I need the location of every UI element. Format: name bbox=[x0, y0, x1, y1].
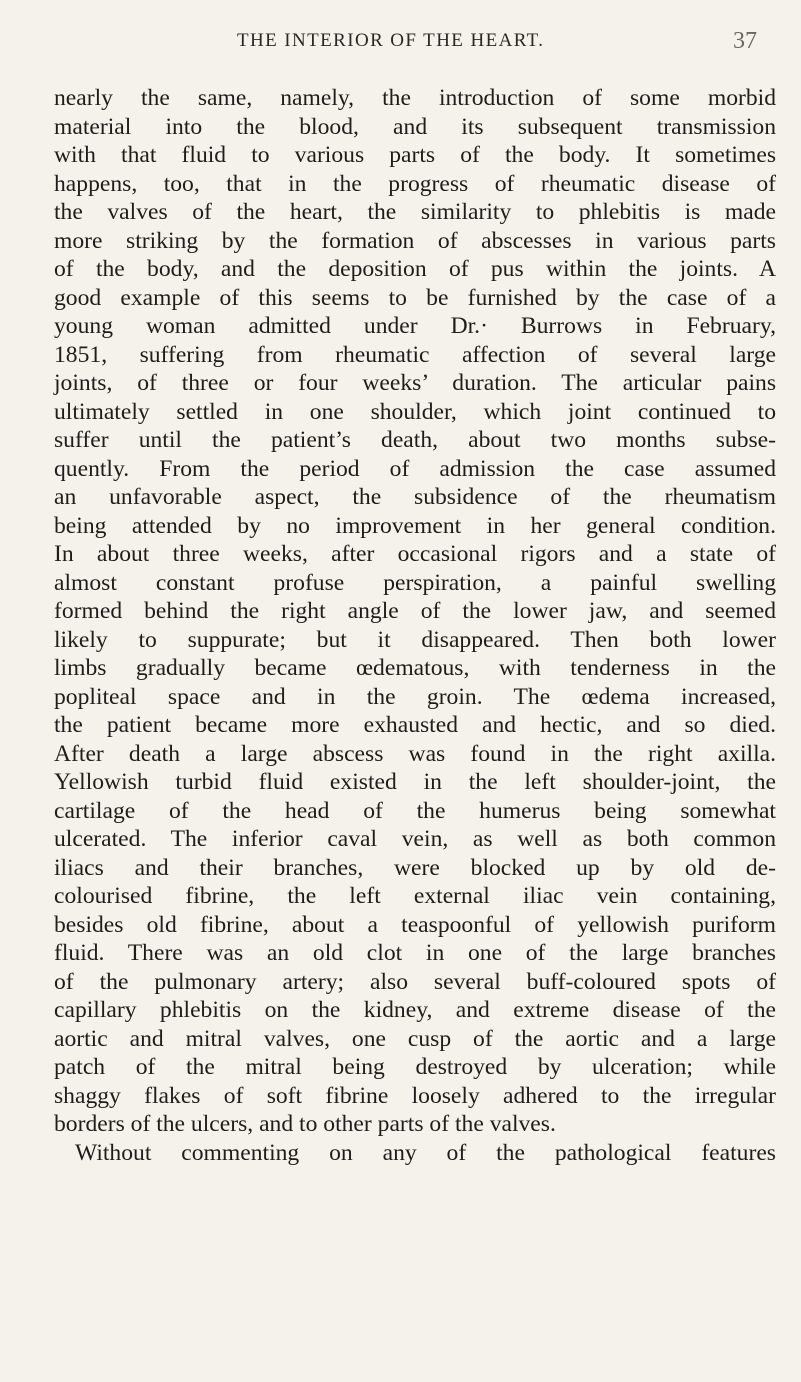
text-line: ulcerated. The inferior caval vein, as well as both common bbox=[54, 826, 776, 852]
body-text bbox=[54, 84, 776, 1167]
text-line: limbs gradually became œdematous, with tenderness in the bbox=[54, 655, 776, 681]
text-line: borders of the ulcers, and to other parts of the valves. bbox=[54, 1111, 556, 1137]
text-line: nearly the same, namely, the introduction of some morbid bbox=[54, 85, 776, 111]
text-line: of the body, and the deposition of pus within the joints. A bbox=[54, 256, 776, 282]
text-line: popliteal space and in the groin. The œdema increased, bbox=[54, 683, 776, 710]
text-line: the patient became more exhausted and hectic, and so died. bbox=[54, 712, 776, 738]
text-line: 1851, suffering from rheumatic affection of several large bbox=[54, 341, 776, 368]
text-line: Yellowish turbid fluid existed in the left shoulder-joint, the bbox=[54, 769, 776, 795]
text-line: After death a large abscess was found in the right axilla. bbox=[54, 740, 776, 767]
text-line: quently. From the period of admission the case assumed bbox=[54, 455, 776, 482]
page-number: 37 bbox=[733, 28, 757, 54]
text-line: capillary phlebitis on the kidney, and extreme disease of the bbox=[54, 997, 776, 1023]
text-line: happens, too, that in the progress of rheumatic disease of bbox=[54, 170, 776, 197]
text-line: good example of this seems to be furnished by the case of a bbox=[54, 284, 776, 311]
text-line: besides old fibrine, about a teaspoonful of yellowish puriform bbox=[54, 911, 776, 938]
text-line: almost constant profuse perspiration, a painful swelling bbox=[54, 569, 776, 596]
text-line: of the pulmonary artery; also several buff-coloured spots of bbox=[54, 968, 776, 995]
running-head: THE INTERIOR OF THE HEART. bbox=[237, 30, 545, 51]
text-line: aortic and mitral valves, one cusp of the aortic and a large bbox=[54, 1025, 776, 1052]
text-line: shaggy flakes of soft fibrine loosely adhered to the irregular bbox=[54, 1082, 776, 1109]
text-line: likely to suppurate; but it disappeared. Then both lower bbox=[54, 626, 776, 653]
text-line: Without commenting on any of the pathological features bbox=[75, 1139, 776, 1166]
text-line: In about three weeks, after occasional rigors and a state of bbox=[54, 541, 776, 567]
text-line: young woman admitted under Dr.· Burrows in February, bbox=[54, 313, 776, 339]
text-line: material into the blood, and its subsequent transmission bbox=[54, 113, 776, 140]
text-line: the valves of the heart, the similarity to phlebitis is made bbox=[54, 199, 776, 225]
text-line: more striking by the formation of abscesses in various parts bbox=[54, 227, 776, 254]
text-line: colourised fibrine, the left external iliac vein containing, bbox=[54, 883, 776, 909]
text-line: an unfavorable aspect, the subsidence of the rheumatism bbox=[54, 484, 776, 510]
text-line: ultimately settled in one shoulder, which joint continued to bbox=[54, 398, 776, 425]
text-line: formed behind the right angle of the lower jaw, and seemed bbox=[54, 598, 776, 624]
text-line: iliacs and their branches, were blocked up by old de- bbox=[54, 854, 776, 881]
text-line: with that fluid to various parts of the body. It sometimes bbox=[54, 142, 776, 168]
text-line: cartilage of the head of the humerus being somewhat bbox=[54, 797, 776, 824]
text-line: joints, of three or four weeks’ duration. The articular pains bbox=[54, 370, 776, 396]
text-line: being attended by no improvement in her general condition. bbox=[54, 512, 776, 539]
text-line: patch of the mitral being destroyed by ulceration; while bbox=[54, 1054, 776, 1080]
text-line: suffer until the patient’s death, about two months subse- bbox=[54, 427, 776, 453]
text-line: fluid. There was an old clot in one of the large branches bbox=[54, 940, 776, 966]
